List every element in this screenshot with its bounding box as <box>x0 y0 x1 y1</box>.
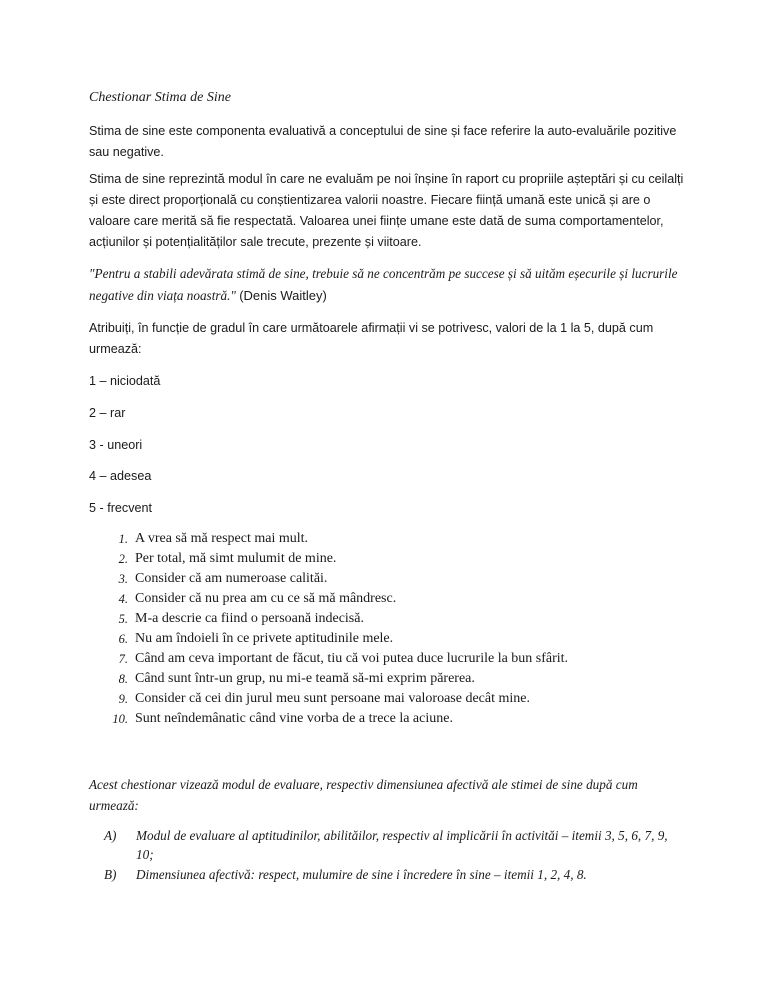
list-item <box>104 629 568 649</box>
item-text: M-a descrie ca fiind o persoană indecisă. <box>135 611 364 626</box>
scale-option: 4 – adesea <box>89 469 152 483</box>
item-text: Per total, mă simt mulumit de mine. <box>135 551 337 566</box>
group-text: Dimensiunea afectivă: respect, mulumire de sine i încredere în sine – itemii 1, 2, 4, 8. <box>136 867 587 882</box>
instructions-paragraph: Atribuiți, în funcție de gradul în care următoarele afirmații vi se potrivesc, valori de la 1 la 5, după cum urmează: <box>89 321 654 356</box>
item-text: A vrea să mă respect mai mult. <box>135 531 308 546</box>
document-title: Chestionar Stima de Sine <box>89 90 231 105</box>
item-text: Când am ceva important de făcut, tiu că voi putea duce lucrurile la bun sfârit. <box>135 651 569 666</box>
scale-option: 2 – rar <box>89 406 126 420</box>
list-item <box>104 529 568 549</box>
dimension-groups <box>104 826 684 885</box>
quote-author: (Denis Waitley) <box>239 288 327 303</box>
list-item <box>104 569 568 589</box>
questionnaire-items <box>104 529 568 729</box>
item-number: 1. <box>118 532 128 546</box>
scale-option: 1 – niciodată <box>89 374 161 388</box>
group-item <box>104 826 684 864</box>
item-text: Nu am îndoieli în ce privete aptitudinile mele. <box>135 631 394 646</box>
item-text: Consider că cei din jurul meu sunt persoane mai valoroase decât mine. <box>135 691 530 706</box>
item-number: 10. <box>112 712 128 726</box>
list-item <box>104 669 568 689</box>
item-number: 9. <box>118 692 128 706</box>
list-item <box>104 649 568 669</box>
group-letter: B) <box>104 867 117 882</box>
summary-paragraph: Acest chestionar vizează modul de evaluare, respectiv dimensiunea afectivă ale stimei de sine după cum urmează: <box>89 777 638 813</box>
item-number: 8. <box>118 672 128 686</box>
item-number: 3. <box>118 572 128 586</box>
list-item <box>104 589 568 609</box>
item-number: 7. <box>118 652 128 666</box>
item-number: 2. <box>118 552 128 566</box>
item-number: 6. <box>118 632 128 646</box>
quote <box>89 263 689 307</box>
item-number: 5. <box>118 612 128 626</box>
item-text: Sunt neîndemânatic când vine vorba de a trece la aciune. <box>135 711 453 726</box>
intro-paragraph: Stima de sine este componenta evaluativă a conceptului de sine și face referire la auto-evaluările pozitive sau negative. <box>89 124 677 159</box>
list-item <box>104 609 568 629</box>
list-item <box>104 709 568 729</box>
item-text: Când sunt într-un grup, nu mi-e teamă să-mi exprim părerea. <box>135 671 475 686</box>
quote-text: "Pentru a stabili adevărata stimă de sine, trebuie să ne concentrăm pe succese și să uităm eșecurile și lucrurile negative din viața noastră." <box>89 266 678 303</box>
item-text: Consider că am numeroase calităi. <box>135 571 328 586</box>
definition-paragraph: Stima de sine reprezintă modul în care ne evaluăm pe noi înșine în raport cu propriile așteptări și cu ceilalți și este direct proporțională cu conștientizarea valorii noastre. Fiecare ființă umană este unică și are o valoare care merită să fie respectată. Valoarea unei ființe umane este dată de suma comportamentelor, acțiunilor și potențialităților sale trecute, prezente și viitoare. <box>89 172 684 249</box>
group-item <box>104 865 684 884</box>
scale-option: 3 - uneori <box>89 438 143 452</box>
list-item <box>104 689 568 709</box>
group-letter: A) <box>104 828 117 843</box>
scale-option: 5 - frecvent <box>89 501 152 515</box>
item-text: Consider că nu prea am cu ce să mă mândresc. <box>135 591 397 606</box>
list-item <box>104 549 568 569</box>
item-number: 4. <box>118 592 128 606</box>
group-text: Modul de evaluare al aptitudinilor, abilităilor, respectiv al implicării în activităi – itemii 3, 5, 6, 7, 9, 10; <box>136 828 668 862</box>
